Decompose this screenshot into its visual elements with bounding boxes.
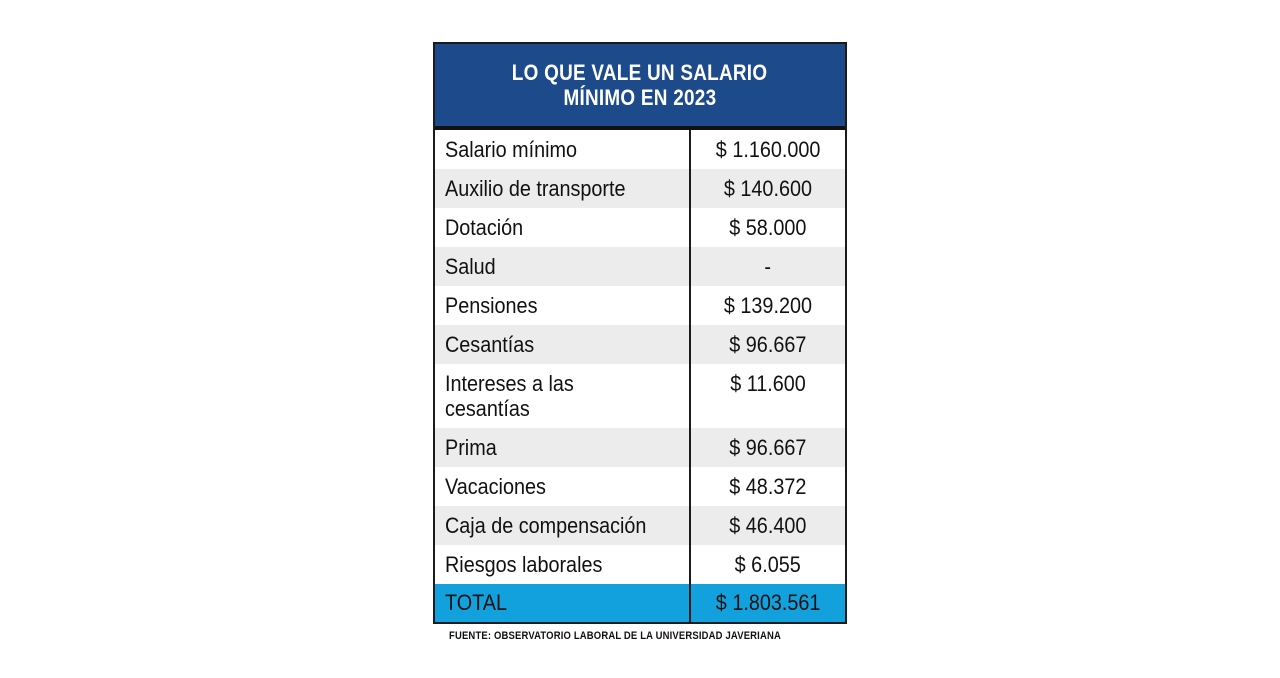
row-label-cell [435,325,690,364]
row-value: $ 96.667 [729,332,807,357]
row-label: Salario mínimo [445,137,578,162]
table-title-line-1: LO QUE VALE UN SALARIO [512,60,768,85]
row-label: Intereses a las cesantías [445,371,574,421]
row-value: $ 139.200 [723,293,813,318]
total-value-cell [690,584,845,622]
row-label-cell [435,467,690,506]
row-label: Vacaciones [445,474,546,499]
salary-breakdown-table [435,130,845,622]
row-value-cell [690,364,845,428]
row-label-cell [435,130,690,169]
row-value-cell [690,428,845,467]
row-value: $ 46.400 [729,513,807,538]
row-label-cell [435,169,690,208]
table-row [435,286,845,325]
row-label: Caja de compensación [445,513,647,538]
row-value: $ 48.372 [729,474,807,499]
row-label-cell [435,506,690,545]
row-value: - [764,254,772,279]
row-value: $ 11.600 [730,371,806,396]
row-label: Prima [445,435,497,460]
row-value: $ 1.160.000 [715,137,821,162]
table-title-line-2: MÍNIMO EN 2023 [563,85,717,110]
table-row [435,364,845,428]
table-row [435,169,845,208]
table-header [435,44,845,130]
row-label: Dotación [445,215,524,240]
row-value: $ 58.000 [729,215,807,240]
table-row [435,467,845,506]
row-value-cell [690,208,845,247]
row-label: Salud [445,254,496,279]
row-value: $ 140.600 [723,176,813,201]
row-label-cell [435,247,690,286]
table-row [435,247,845,286]
salary-table-card [433,42,847,624]
row-value-cell [690,130,845,169]
row-value-cell [690,506,845,545]
row-label: Pensiones [445,293,538,318]
row-label: Auxilio de transporte [445,176,626,201]
row-label-cell [435,208,690,247]
total-label: TOTAL [445,590,507,615]
row-label-cell [435,286,690,325]
source-note: FUENTE: OBSERVATORIO LABORAL DE LA UNIVERSIDAD JAVERIANA [449,630,782,642]
table-row [435,130,845,169]
row-value-cell [690,247,845,286]
row-value-cell [690,545,845,584]
row-value-cell [690,325,845,364]
total-value: $ 1.803.561 [715,590,821,615]
table-row [435,506,845,545]
row-label-cell [435,545,690,584]
row-value-cell [690,169,845,208]
table-row [435,545,845,584]
row-value: $ 6.055 [734,552,802,577]
row-label-cell [435,428,690,467]
table-row [435,208,845,247]
total-row [435,584,845,622]
row-value-cell [690,467,845,506]
row-label-cell [435,364,690,428]
row-value: $ 96.667 [729,435,807,460]
row-label: Riesgos laborales [445,552,603,577]
row-value-cell [690,286,845,325]
row-label: Cesantías [445,332,535,357]
total-label-cell [435,584,690,622]
table-row [435,428,845,467]
table-body [435,130,845,584]
table-row [435,325,845,364]
